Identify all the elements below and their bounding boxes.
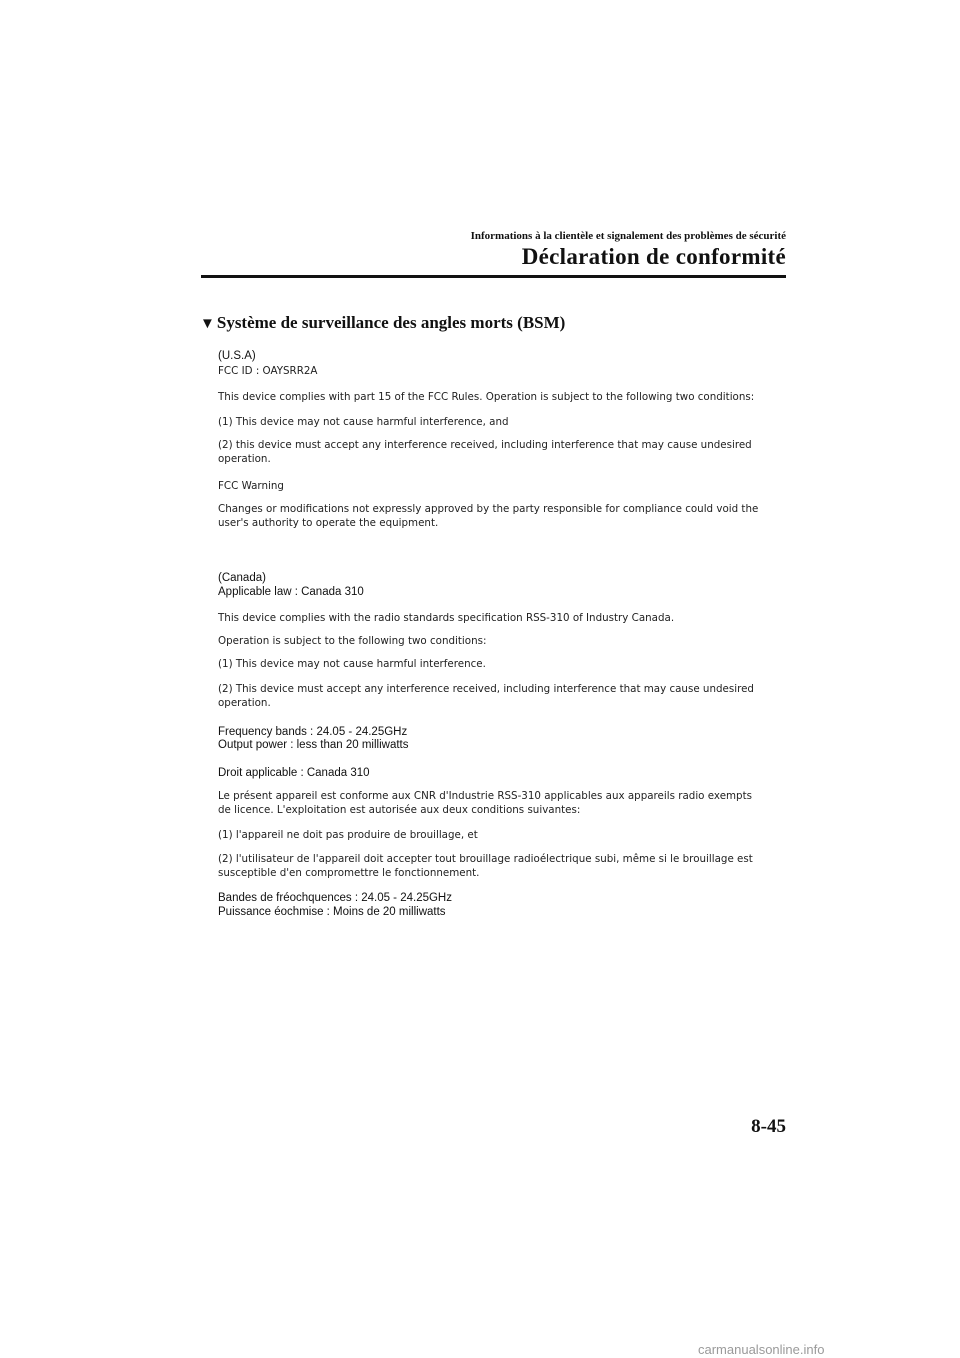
- canada-condition-2-line-1: (2) This device must accept any interference received, including interference that may cause undesired: [218, 683, 754, 695]
- canada-compliance-text: This device complies with the radio standards specification RSS-310 of Industry Canada.: [218, 612, 675, 624]
- canada-condition-2-line-2: operation.: [218, 697, 271, 709]
- usa-condition-2-line-1: (2) this device must accept any interference received, including interference that may cause undesired: [218, 439, 752, 451]
- canada-fr-notice-line-2: de licence. L'exploitation est autorisée aux deux conditions suivantes:: [218, 804, 581, 816]
- triangle-marker-icon: ▼: [200, 316, 215, 332]
- canada-fr-condition-2: [218, 852, 753, 880]
- usa-warning-title: FCC Warning: [218, 480, 284, 492]
- usa-warning-line-1: Changes or modifications not expressly approved by the party responsible for compliance could void the: [218, 503, 759, 515]
- usa-warning-line-2: user's authority to operate the equipment.: [218, 517, 439, 529]
- usa-fcc-id: FCC ID : OAYSRR2A: [218, 365, 318, 377]
- canada-fr-condition-2-line-1: (2) l'utilisateur de l'appareil doit accepter tout brouillage radioélectrique subi, même si le brouillage est: [218, 853, 753, 865]
- page-number: 8-45: [751, 1116, 786, 1137]
- canada-fr-applicable-law: Droit applicable : Canada 310: [218, 767, 370, 779]
- canada-applicable-law: Applicable law : Canada 310: [218, 586, 364, 598]
- header-divider: [201, 275, 786, 278]
- chapter-title: Déclaration de conformité: [521, 244, 786, 269]
- header-section-label: Informations à la clientèle et signalement des problèmes de sécurité: [470, 230, 786, 242]
- watermark: carmanualsonline.info: [698, 1342, 825, 1357]
- section-heading: [200, 313, 565, 333]
- canada-region-label: (Canada): [218, 572, 266, 584]
- canada-frequency-bands: Frequency bands : 24.05 - 24.25GHz: [218, 726, 408, 738]
- usa-region-label: (U.S.A): [218, 350, 256, 362]
- canada-fr-notice: [218, 789, 752, 817]
- canada-fr-condition-2-line-2: susceptible d'en compromettre le fonctionnement.: [218, 867, 480, 879]
- section-title: Système de surveillance des angles morts (BSM): [216, 313, 566, 332]
- usa-warning-text: [218, 502, 758, 530]
- canada-condition-2: [218, 682, 754, 710]
- canada-operation-text: Operation is subject to the following two conditions:: [218, 635, 487, 647]
- canada-fr-condition-1: (1) l'appareil ne doit pas produire de brouillage, et: [218, 829, 478, 841]
- canada-output-power: Output power : less than 20 milliwatts: [218, 739, 409, 751]
- canada-fr-notice-line-1: Le présent appareil est conforme aux CNR d'Industrie RSS-310 applicables aux appareils radio exempts: [218, 790, 752, 802]
- canada-condition-1: (1) This device may not cause harmful interference.: [218, 658, 486, 670]
- usa-condition-1: (1) This device may not cause harmful interference, and: [218, 416, 509, 428]
- usa-compliance-text: This device complies with part 15 of the FCC Rules. Operation is subject to the following two conditions:: [218, 391, 755, 403]
- usa-condition-2-line-2: operation.: [218, 453, 271, 465]
- canada-fr-frequency-bands: Bandes de fréochquences : 24.05 - 24.25GHz: [218, 892, 452, 904]
- usa-condition-2: [218, 438, 752, 466]
- canada-fr-output-power: Puissance éochmise : Moins de 20 milliwatts: [218, 906, 446, 918]
